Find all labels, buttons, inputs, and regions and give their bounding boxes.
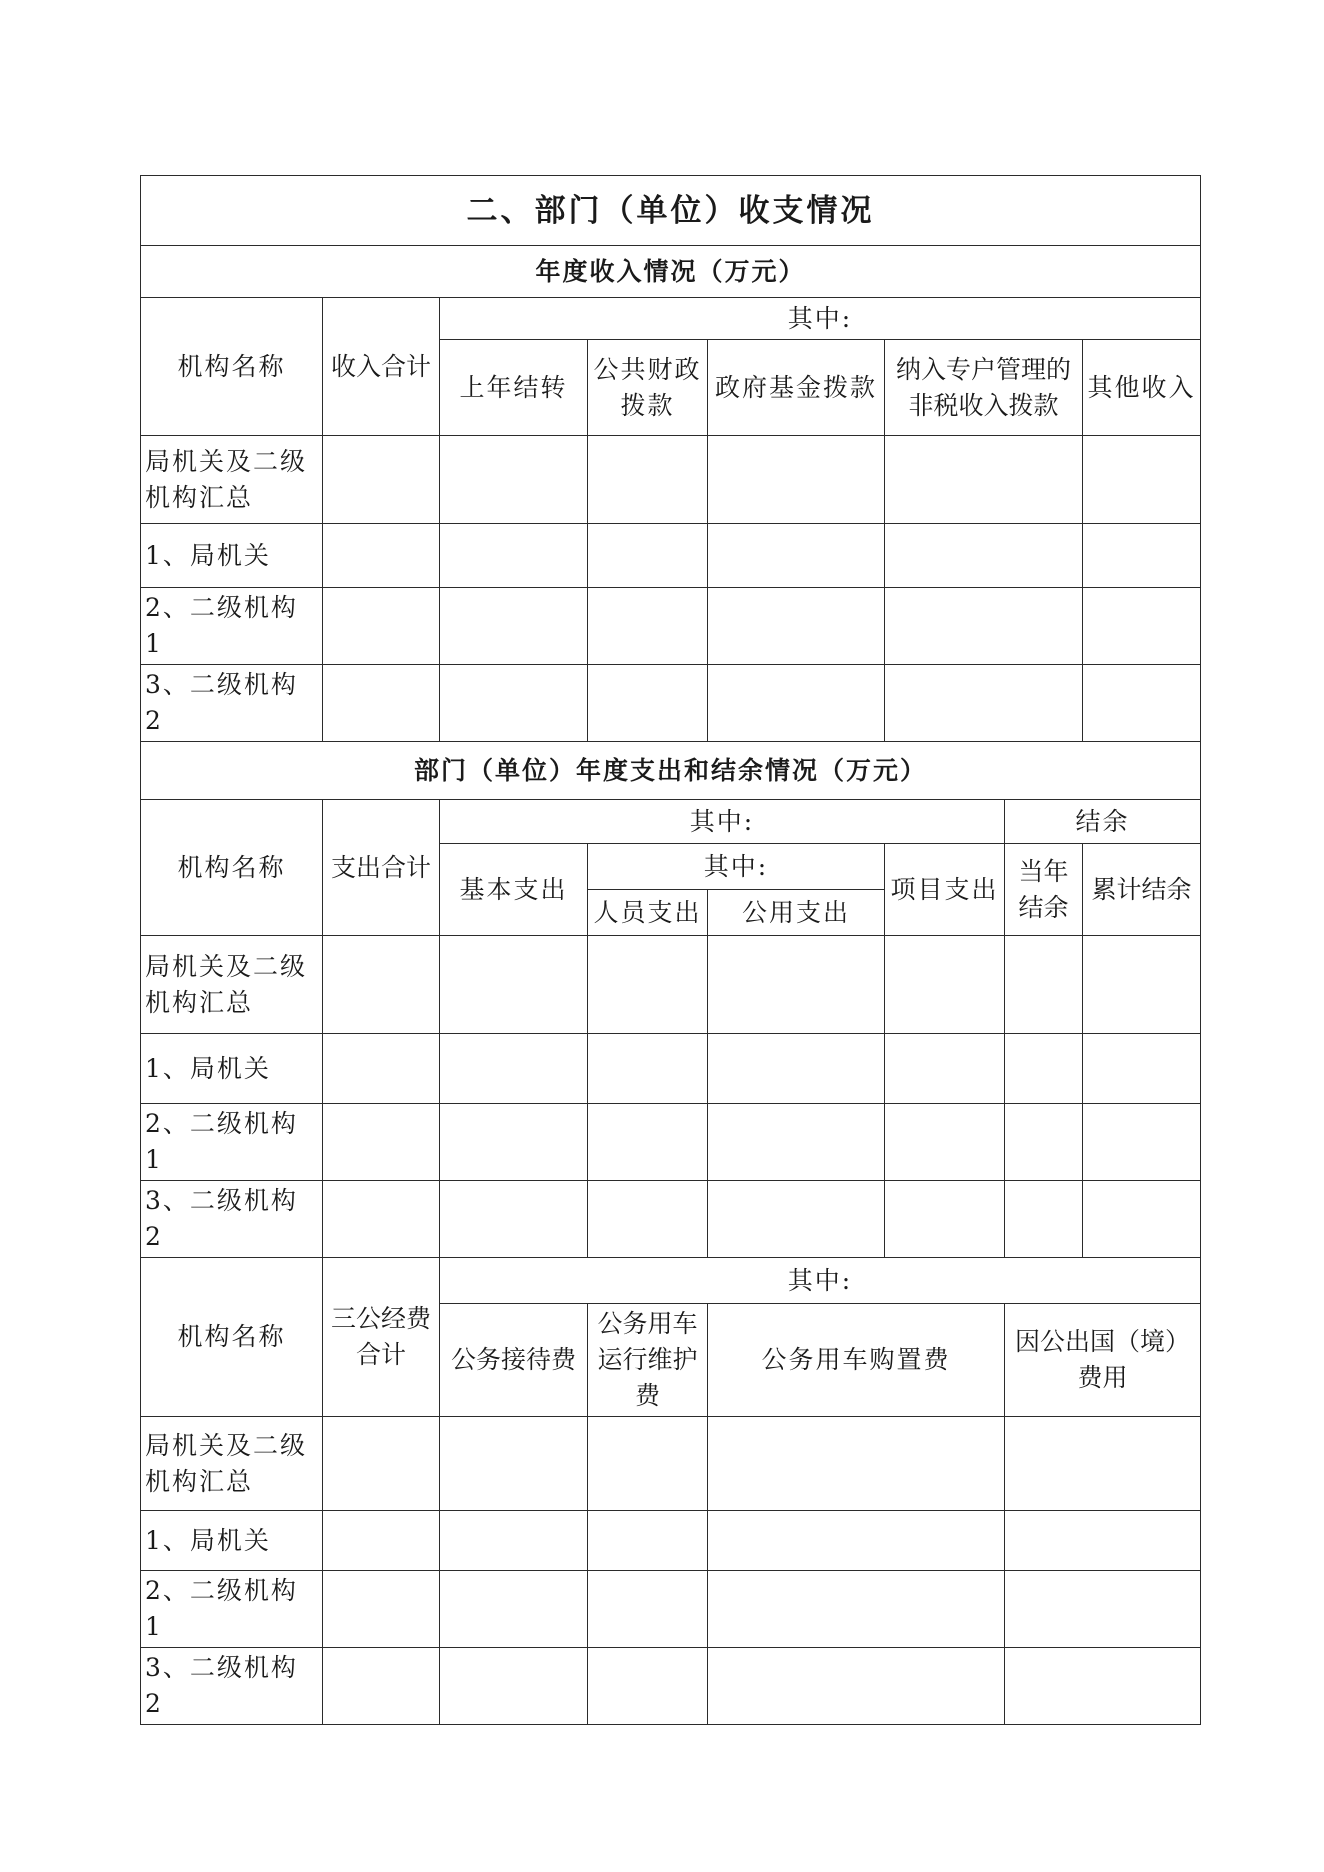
table-row [141,1511,1201,1571]
data-cell [588,524,708,588]
data-cell [1083,665,1201,742]
data-cell [440,588,588,665]
expense-org-header: 机构名称 [141,800,323,936]
data-cell [885,936,1005,1034]
data-cell [708,1648,1005,1725]
data-cell [1083,524,1201,588]
row-label: 2、二级机构 1 [141,588,323,665]
data-cell [1083,936,1201,1034]
row-label: 局机关及二级机构汇总 [141,936,323,1034]
data-cell [708,436,885,524]
table-row [141,1181,1201,1258]
data-cell [588,936,708,1034]
data-cell [708,936,885,1034]
data-cell [708,1511,1005,1571]
table-row [141,1571,1201,1648]
basic-expense-header: 基本支出 [440,844,588,936]
data-cell [323,936,440,1034]
data-cell [885,1181,1005,1258]
row-label: 3、二级机构 2 [141,1648,323,1725]
table-row [141,936,1201,1034]
income-total-header: 收入合计 [323,298,440,436]
data-cell [323,1648,440,1725]
data-cell [588,1181,708,1258]
income-col-carryover: 上年结转 [440,340,588,436]
row-label: 局机关及二级机构汇总 [141,436,323,524]
data-cell [708,1104,885,1181]
data-cell [1005,1417,1201,1511]
data-cell [885,436,1083,524]
data-cell [440,524,588,588]
data-cell [588,588,708,665]
row-label: 3、二级机构 2 [141,1181,323,1258]
data-cell [440,1417,588,1511]
col-vehicle-maintenance: 公务用车运行维护费 [588,1304,708,1417]
col-vehicle-purchase: 公务用车购置费 [708,1304,1005,1417]
data-cell [588,1571,708,1648]
data-cell [323,436,440,524]
data-cell [588,665,708,742]
data-cell [323,1417,440,1511]
col-reception: 公务接待费 [440,1304,588,1417]
expense-total-header: 支出合计 [323,800,440,936]
budget-form [140,175,1200,1725]
data-cell [1083,1034,1201,1104]
data-cell [588,1104,708,1181]
data-cell [588,1648,708,1725]
data-cell [885,1034,1005,1104]
income-col-public-finance: 公共财政拨款 [588,340,708,436]
data-cell [440,665,588,742]
data-cell [708,665,885,742]
page-title: 二、部门（单位）收支情况 [141,176,1201,246]
data-cell [1005,1571,1201,1648]
data-cell [323,588,440,665]
data-cell [440,1034,588,1104]
table-row [141,1648,1201,1725]
data-cell [1083,1104,1201,1181]
data-cell [885,524,1083,588]
data-cell [1005,1034,1083,1104]
data-cell [885,665,1083,742]
revenue-expenditure-table [140,175,1201,1725]
data-cell [440,436,588,524]
three-public-org-header: 机构名称 [141,1258,323,1417]
row-label: 局机关及二级机构汇总 [141,1417,323,1511]
data-cell [588,1417,708,1511]
table-row [141,1104,1201,1181]
data-cell [440,1104,588,1181]
expense-of-which-header: 其中: [440,800,1005,844]
data-cell [323,1034,440,1104]
data-cell [885,588,1083,665]
data-cell [1083,1181,1201,1258]
balance-cumulative-header: 累计结余 [1083,844,1201,936]
data-cell [440,1181,588,1258]
personnel-expense-header: 人员支出 [588,890,708,936]
table-row [141,524,1201,588]
data-cell [440,936,588,1034]
row-label: 1、局机关 [141,1511,323,1571]
col-overseas-travel: 因公出国（境）费用 [1005,1304,1201,1417]
data-cell [1005,1648,1201,1725]
row-label: 2、二级机构 1 [141,1571,323,1648]
three-public-of-which-header: 其中: [440,1258,1201,1304]
income-section-title: 年度收入情况（万元） [141,246,1201,298]
data-cell [440,1511,588,1571]
balance-year-header: 当年结余 [1005,844,1083,936]
data-cell [323,524,440,588]
table-row [141,1417,1201,1511]
data-cell [323,1104,440,1181]
table-row [141,665,1201,742]
table-row [141,588,1201,665]
data-cell [588,436,708,524]
data-cell [708,1181,885,1258]
data-cell [323,665,440,742]
row-label: 1、局机关 [141,524,323,588]
data-cell [588,1034,708,1104]
data-cell [323,1511,440,1571]
balance-header: 结余 [1005,800,1201,844]
income-org-header: 机构名称 [141,298,323,436]
data-cell [323,1181,440,1258]
income-col-gov-fund: 政府基金拨款 [708,340,885,436]
income-col-other: 其他收入 [1083,340,1201,436]
row-label: 1、局机关 [141,1034,323,1104]
data-cell [1005,936,1083,1034]
table-row [141,436,1201,524]
data-cell [708,1417,1005,1511]
data-cell [1005,1511,1201,1571]
data-cell [1083,436,1201,524]
three-public-total-header: 三公经费合计 [323,1258,440,1417]
project-expense-header: 项目支出 [885,844,1005,936]
data-cell [885,1104,1005,1181]
data-cell [440,1571,588,1648]
data-cell [708,1571,1005,1648]
income-of-which-header: 其中: [440,298,1201,340]
income-col-nontax: 纳入专户管理的非税收入拨款 [885,340,1083,436]
data-cell [588,1511,708,1571]
expense-section-title: 部门（单位）年度支出和结余情况（万元） [141,742,1201,800]
data-cell [1083,588,1201,665]
row-label: 3、二级机构 2 [141,665,323,742]
public-use-expense-header: 公用支出 [708,890,885,936]
data-cell [323,1571,440,1648]
data-cell [440,1648,588,1725]
data-cell [1005,1181,1083,1258]
basic-of-which-header: 其中: [588,844,885,890]
table-row [141,1034,1201,1104]
data-cell [708,588,885,665]
data-cell [708,1034,885,1104]
data-cell [708,524,885,588]
row-label: 2、二级机构 1 [141,1104,323,1181]
data-cell [1005,1104,1083,1181]
